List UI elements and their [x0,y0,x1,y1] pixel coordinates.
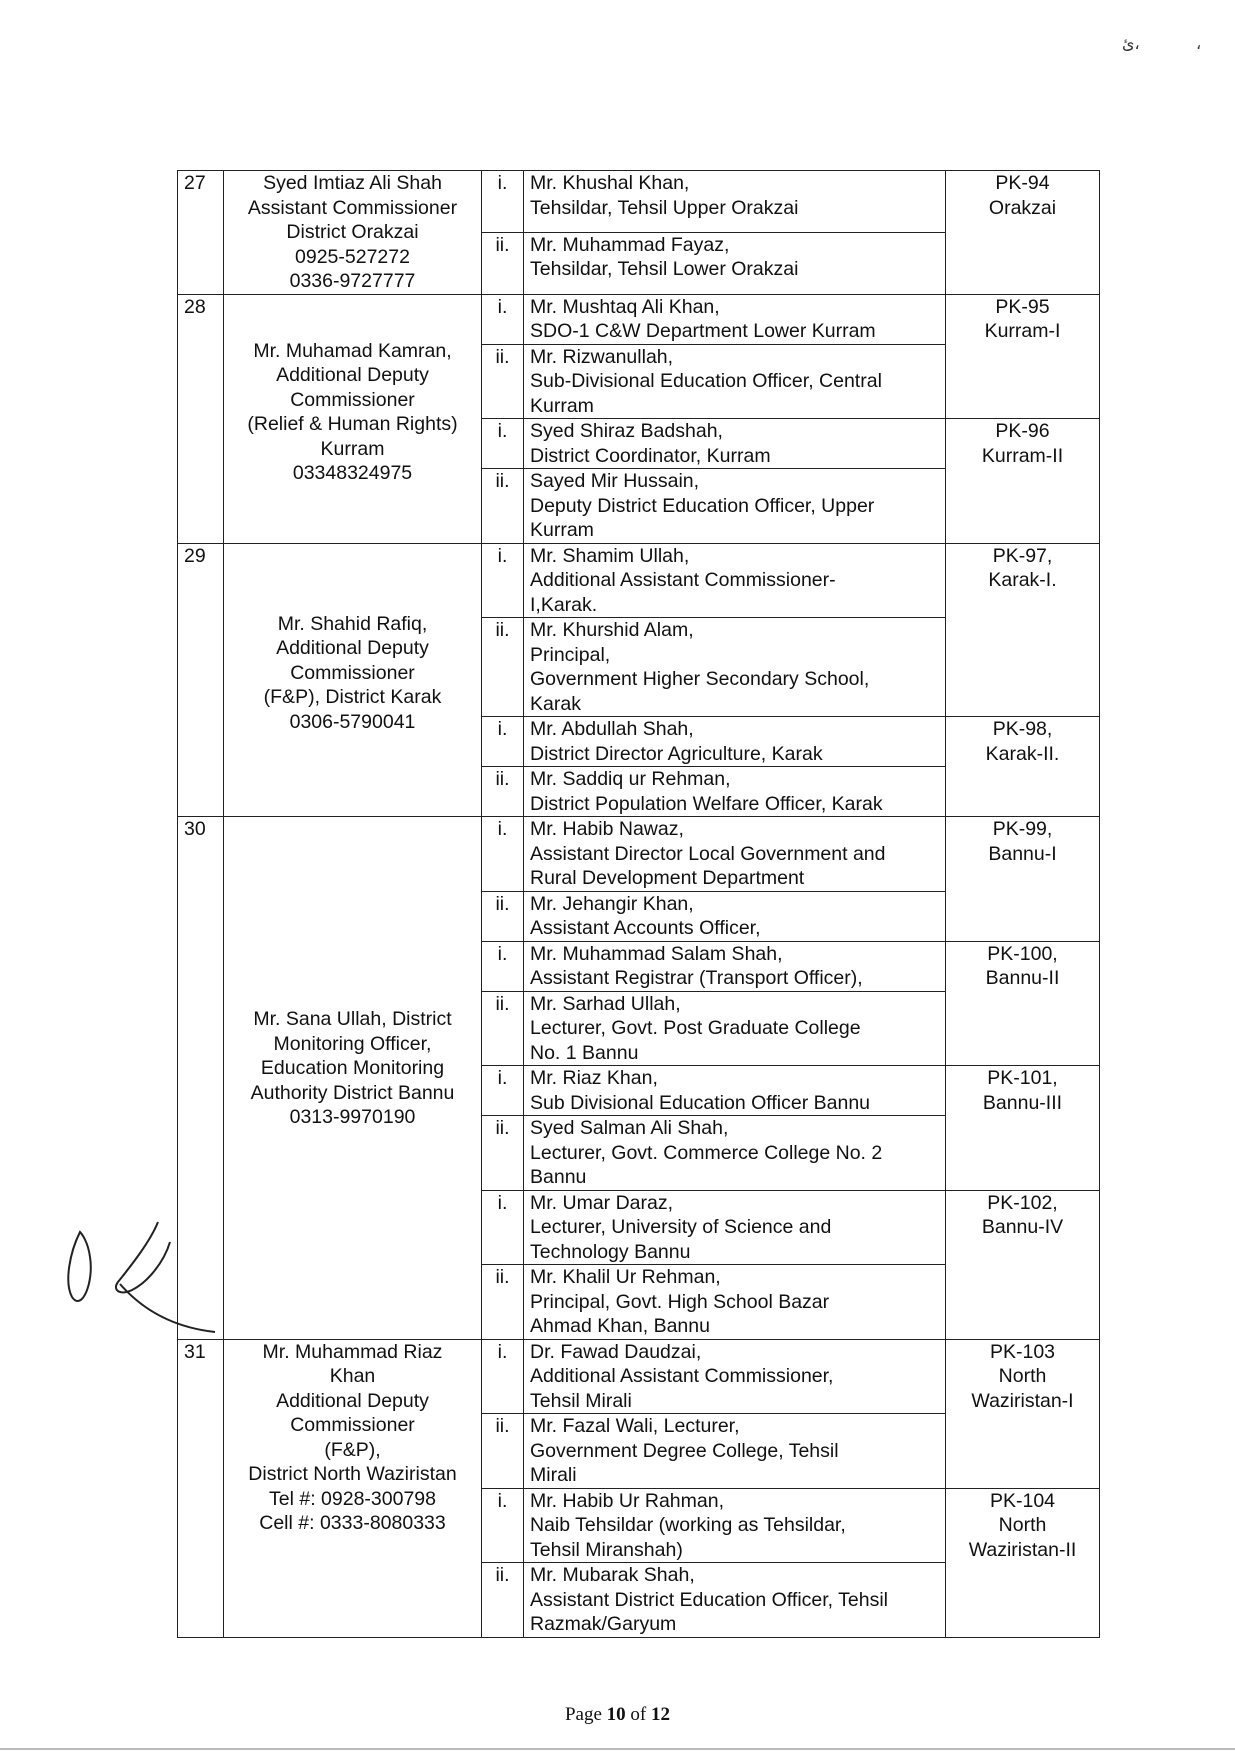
member-details [524,469,946,544]
member-details [524,294,946,344]
table-row [178,171,1100,233]
constituency-label: Karak-I. [988,569,1057,591]
current-page: 10 [606,1704,626,1725]
constituency-label: PK-100, [987,942,1058,965]
member-name: Syed Shiraz Badshah, [530,420,723,442]
constituency-label: PK-103 [989,1340,1056,1363]
member-name: Syed Salman Ali Shah, [530,1117,729,1139]
member-designation: Kurram [530,519,594,541]
officer-line: (F&P), District Karak [263,686,442,708]
member-name: Mr. Muhammad Fayaz, [530,233,730,256]
table-row [178,1339,1100,1414]
constituency-label: PK-94 [995,172,1050,194]
officer-line: Mr. Muhamad Kamran, [253,339,452,362]
constituency-cell [946,1066,1100,1191]
constituency-cell [946,543,1100,717]
member-designation: Rural Development Department [530,867,805,889]
total-pages: 12 [651,1704,670,1725]
officer-line: Tel #: 0928-300798 [269,1487,436,1510]
member-number: i. [482,1488,524,1563]
constituency-label: PK-97, [992,544,1053,567]
constituency-cell [946,294,1100,419]
page-prefix: Page [564,1704,607,1725]
table-row [178,817,1100,892]
handwritten-signature [60,1212,220,1342]
member-name: Mr. Muhammad Salam Shah, [530,942,783,965]
member-number: i. [482,171,524,233]
officer-cell [224,294,482,543]
member-name: Sayed Mir Hussain, [530,470,700,492]
constituency-label: Bannu-II [985,967,1060,989]
bottom-rule [0,1748,1235,1750]
member-details [524,1414,946,1489]
officer-line: District North Waziristan [248,1463,457,1485]
member-designation: Technology Bannu [530,1240,691,1263]
member-number: i. [482,294,524,344]
officer-cell [224,1339,482,1637]
member-number: ii. [482,469,524,544]
officer-line: Mr. Sana Ullah, District [253,1008,452,1030]
constituency-label: Orakzai [988,196,1057,219]
constituency-label: Karak-II. [985,742,1060,765]
member-designation: Karak [530,692,581,715]
member-designation: Principal, [530,643,611,666]
officer-line: 0313-9970190 [289,1106,416,1128]
member-name: Mr. Abdullah Shah, [530,718,694,740]
member-details [524,717,946,767]
officer-line: Additional Deputy [276,637,429,659]
member-number: ii. [482,344,524,419]
constituency-label: PK-95 [995,295,1050,318]
member-number: ii. [482,1563,524,1638]
member-details [524,817,946,892]
member-details [524,941,946,991]
member-number: i. [482,419,524,469]
officer-line: Khan [329,1365,376,1387]
member-number: ii. [482,232,524,294]
member-designation: Mirali [530,1464,577,1486]
officer-line: 0925-527272 [295,245,410,268]
constituency-cell [946,171,1100,295]
member-name: Mr. Fazal Wali, Lecturer, [530,1415,740,1437]
constituency-cell [946,941,1100,1066]
member-designation: Additional Assistant Commissioner, [530,1365,834,1387]
serial-number: 31 [178,1339,224,1637]
member-designation: Kurram [530,394,594,417]
member-designation: Assistant Accounts Officer, [530,917,761,939]
member-name: Mr. Saddiq ur Rehman, [530,768,731,790]
member-designation: Government Degree College, Tehsil [530,1439,839,1462]
member-designation: Assistant District Education Officer, Tehsil [530,1588,889,1611]
officer-line: Authority District Bannu [250,1081,455,1104]
table-row [178,294,1100,344]
member-name: Mr. Mushtaq Ali Khan, [530,295,720,318]
member-designation: District Coordinator, Kurram [530,444,771,467]
member-details [524,344,946,419]
member-details [524,618,946,717]
member-designation: Razmak/Garyum [530,1613,677,1635]
member-designation: District Population Welfare Officer, Karak [530,792,883,815]
officer-line: Cell #: 0333-8080333 [259,1512,446,1534]
member-number: i. [482,1339,524,1414]
member-designation: Bannu [530,1166,587,1188]
serial-number: 28 [178,294,224,543]
page-number [0,1704,1235,1726]
member-designation: District Director Agriculture, Karak [530,742,823,765]
member-designation: Tehsil Miranshah) [530,1538,683,1561]
member-designation: I,Karak. [530,593,598,616]
member-name: Mr. Riaz Khan, [530,1067,658,1089]
member-name: Mr. Umar Daraz, [530,1191,674,1214]
constituency-label: North [998,1514,1047,1536]
member-number: i. [482,1066,524,1116]
member-name: Mr. Mubarak Shah, [530,1564,695,1586]
constituency-label: Kurram-II [981,444,1064,467]
officer-line: Monitoring Officer, [273,1032,432,1055]
member-designation: Sub-Divisional Education Officer, Central [530,370,882,392]
member-designation: Naib Tehsildar (working as Tehsildar, [530,1514,846,1536]
officer-cell [224,817,482,1340]
member-name: Mr. Khushal Khan, [530,172,690,194]
constituency-label: Waziristan-I [971,1389,1074,1412]
constituency-cell [946,1488,1100,1637]
officer-line: Syed Imtiaz Ali Shah [263,172,442,194]
member-details [524,1563,946,1638]
officer-line: (F&P), [324,1438,381,1461]
member-number: ii. [482,1414,524,1489]
member-name: Dr. Fawad Daudzai, [530,1340,702,1363]
member-number: ii. [482,618,524,717]
member-designation: Government Higher Secondary School, [530,668,870,690]
member-details [524,1190,946,1265]
member-name: Mr. Habib Nawaz, [530,818,684,840]
officer-line: (Relief & Human Rights) [247,413,458,435]
member-number: ii. [482,891,524,941]
member-designation: No. 1 Bannu [530,1041,639,1064]
member-name: Mr. Jehangir Khan, [530,892,694,915]
member-details [524,1116,946,1191]
member-details [524,1339,946,1414]
officer-line: Assistant Commissioner [247,196,458,219]
member-number: i. [482,817,524,892]
officer-cell [224,171,482,295]
constituency-label: PK-101, [987,1067,1058,1089]
member-details [524,1066,946,1116]
member-details [524,419,946,469]
member-name: Mr. Habib Ur Rahman, [530,1489,724,1512]
constituency-cell [946,419,1100,544]
member-details [524,1488,946,1563]
corner-mark-right: ، [1196,34,1202,53]
constituency-label: PK-99, [992,818,1053,840]
officer-line: Mr. Muhammad Riaz [262,1340,443,1363]
member-number: i. [482,543,524,618]
table-row [178,543,1100,618]
member-number: i. [482,717,524,767]
officer-line: 0306-5790041 [289,710,416,733]
officer-cell [224,543,482,817]
member-number: i. [482,941,524,991]
member-designation: Tehsildar, Tehsil Upper Orakzai [530,196,799,219]
officer-line: Mr. Shahid Rafiq, [277,612,428,635]
constituency-label: PK-104 [989,1489,1056,1512]
officer-line: Education Monitoring [260,1057,445,1079]
member-designation: Ahmad Khan, Bannu [530,1315,710,1337]
officer-line: District Orakzai [286,221,419,243]
member-number: ii. [482,1265,524,1340]
serial-number: 30 [178,817,224,1340]
member-name: Mr. Rizwanullah, [530,345,674,368]
member-number: ii. [482,991,524,1066]
member-designation: Tehsil Mirali [530,1389,632,1412]
constituency-label: Bannu-IV [981,1216,1064,1238]
constituency-label: North [998,1365,1047,1387]
member-designation: Lecturer, Govt. Post Graduate College [530,1017,861,1039]
member-number: i. [482,1190,524,1265]
member-number: ii. [482,767,524,817]
constituency-label: Bannu-I [988,842,1057,865]
member-number: ii. [482,1116,524,1191]
member-details [524,991,946,1066]
member-designation: Principal, Govt. High School Bazar [530,1290,830,1313]
member-designation: Additional Assistant Commissioner- [530,569,836,591]
officer-line: Commissioner [290,1414,415,1436]
constituency-label: PK-96 [995,420,1050,442]
constituency-label: PK-98, [992,718,1053,740]
officer-line: Additional Deputy [276,1389,429,1412]
member-name: Mr. Khalil Ur Rehman, [530,1266,721,1288]
constituency-cell [946,817,1100,942]
member-details [524,767,946,817]
serial-number: 27 [178,171,224,295]
constituency-label: Waziristan-II [968,1538,1077,1561]
page-of: of [625,1704,651,1725]
member-designation: Assistant Registrar (Transport Officer), [530,967,863,989]
officer-line: Kurram [320,437,385,460]
member-designation: Lecturer, University of Science and [530,1216,832,1238]
member-details [524,543,946,618]
constituency-cell [946,1190,1100,1339]
officer-table [177,170,1100,1638]
constituency-cell [946,717,1100,817]
officer-line: 0336-9727777 [289,270,416,292]
corner-mark-left: ئ، [1122,34,1140,53]
constituency-label: Kurram-I [984,320,1061,342]
member-name: Mr. Khurshid Alam, [530,619,694,641]
member-details [524,232,946,294]
constituency-cell [946,1339,1100,1488]
member-designation: Tehsildar, Tehsil Lower Orakzai [530,258,799,281]
serial-number: 29 [178,543,224,817]
member-designation: Sub Divisional Education Officer Bannu [530,1091,871,1114]
member-name: Mr. Shamim Ullah, [530,544,690,567]
officer-line: Additional Deputy [276,364,429,386]
officer-line: Commissioner [290,388,415,411]
member-designation: SDO-1 C&W Department Lower Kurram [530,320,876,342]
member-details [524,1265,946,1340]
member-designation: Deputy District Education Officer, Upper [530,494,875,517]
constituency-label: Bannu-III [982,1091,1063,1114]
member-designation: Lecturer, Govt. Commerce College No. 2 [530,1141,883,1164]
officer-line: 03348324975 [292,462,413,484]
member-details [524,891,946,941]
member-name: Mr. Sarhad Ullah, [530,992,681,1015]
officer-line: Commissioner [290,661,415,684]
member-details [524,171,946,233]
member-designation: Assistant Director Local Government and [530,842,886,865]
constituency-label: PK-102, [987,1191,1058,1214]
